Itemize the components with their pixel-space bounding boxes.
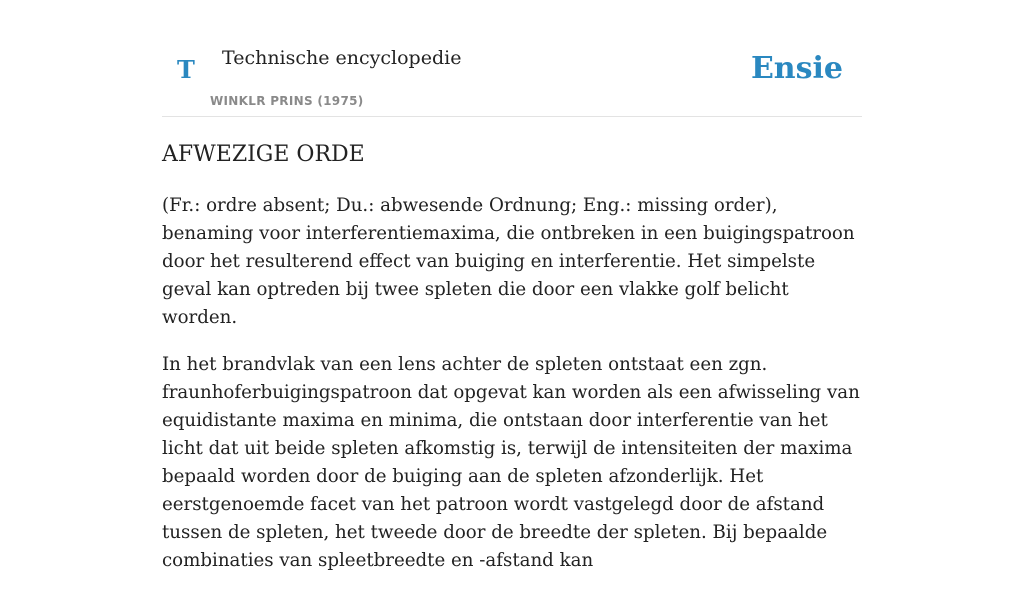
source-label: WINKLR PRINS (1975) (210, 94, 364, 108)
encyclopedia-logo-icon[interactable]: T (177, 55, 195, 84)
paragraph: In het brandvlak van een lens achter de spleten ontstaat een zgn. fraunhoferbuigingspatroon dat opgevat kan worden als een afwisseling van equidistante maxima en minima, die ontstaan door interferentie van het licht dat uit beide spleten afkomstig is, terwijl de intensiteiten der maxima bepaald worden door de buiging aan de spleten afzonderlijk. Het eerstgenoemde facet van het patroon wordt vastgelegd door de afstand tussen de spleten, het tweede door de breedte der spleten. Bij bepaalde combinaties van spleetbreedte en -afstand kan (162, 354, 860, 571)
paragraph: (Fr.: ordre absent; Du.: abwesende Ordnung; Eng.: missing order), benaming voor interferentiemaxima, die ontbreken in een buigingspatroon door het resulterend effect van buiging en interferentie. Het simpelste geval kan optreden bij twee spleten die door een vlakke golf belicht worden. (162, 195, 855, 328)
page (162, 0, 862, 571)
entry-body (162, 192, 862, 594)
ensie-logo-link[interactable]: Ensie (750, 51, 843, 86)
entry-title: AFWEZIGE ORDE (162, 142, 365, 167)
encyclopedia-title-link[interactable]: Technische encyclopedie (222, 47, 462, 69)
header (162, 0, 862, 117)
